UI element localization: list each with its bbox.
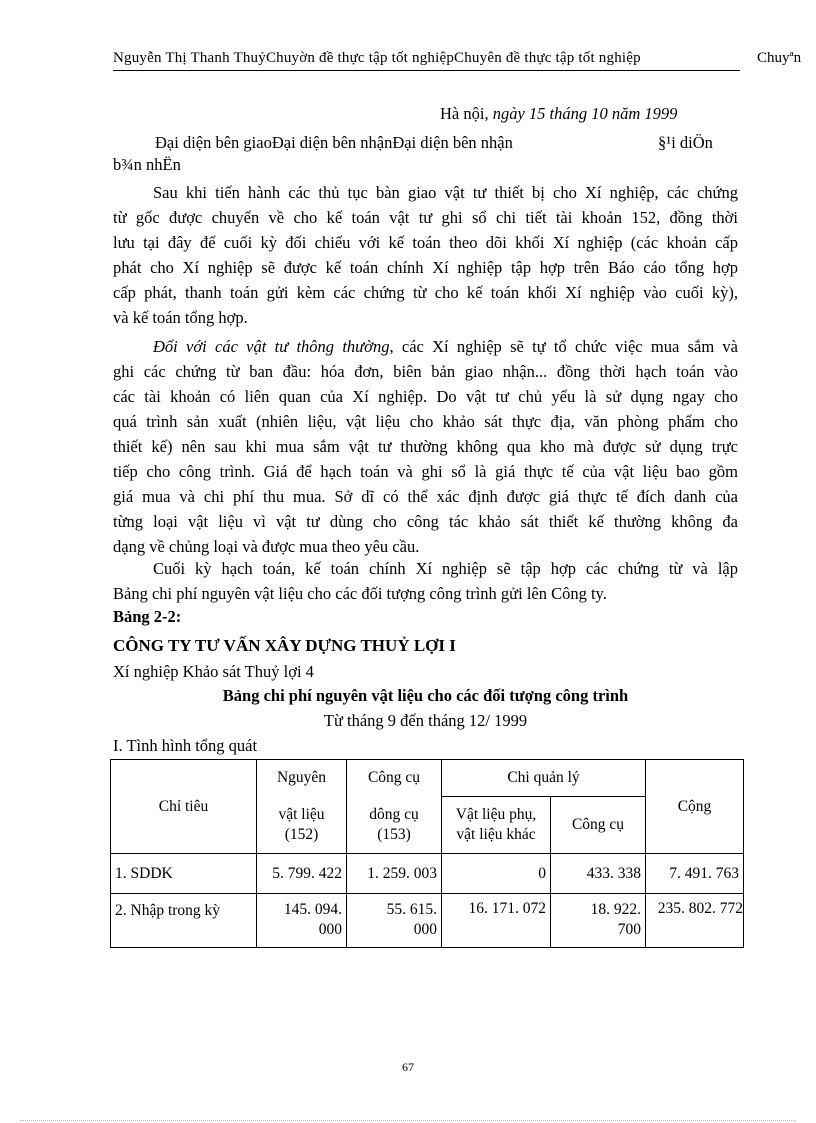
footer-rule xyxy=(20,1120,796,1121)
paragraph-line: ghi các chứng từ ban đầu: hóa đơn, biên bản giao nhận... đồng thời hạch toán vào xyxy=(113,362,738,381)
paragraph-line-first xyxy=(113,334,738,359)
paragraph-line: cấp phát, thanh toán gửi kèm các chứng từ cho kế toán khối Xí nghiệp vào cuối kỳ), xyxy=(113,283,738,302)
table-title: Bảng chi phí nguyên vật liệu cho các đối tượng công trình xyxy=(222,686,629,705)
cell-cc: 433. 338 xyxy=(551,854,646,894)
paragraph-line: Sau khi tiến hành các thủ tục bàn giao vật tư thiết bị cho Xí nghiệp, các chứng xyxy=(153,183,738,202)
header-rule xyxy=(113,70,740,71)
cost-table xyxy=(110,759,744,948)
cell-ccdc: 55. 615. 000 xyxy=(347,894,442,948)
cell-nvl: 145. 094. 000 xyxy=(257,894,347,948)
cell-vlp: 0 xyxy=(442,854,551,894)
header-chi-quan-ly: Chi quản lý xyxy=(442,760,646,797)
paragraph-2 xyxy=(113,334,738,559)
header-chitieu: Chỉ tiêu xyxy=(111,760,257,854)
header-cong-cu: Công cụ xyxy=(551,797,646,854)
company-name: CÔNG TY TƯ VẤN XÂY DỰNG THUỶ LỢI I xyxy=(113,636,456,655)
paragraph-line: các tài khoản có liên quan của Xí nghiệp. Do vật tư chủ yếu là sử dụng ngay cho xyxy=(113,387,738,406)
table-label: Bảng 2-2: xyxy=(113,607,182,626)
header-ccdc: dông cụ (153) xyxy=(347,797,442,854)
paragraph-line: từ gốc được chuyển về cho kế toán vật tư ghi sổ chi tiết tài khoản 152, đồng thời xyxy=(113,208,738,227)
date-line xyxy=(440,104,677,124)
line-rest: , các Xí nghiệp sẽ tự tổ chức việc mua sắm và xyxy=(389,337,738,356)
paragraph-line: thiết kế) nên sau khi mua sắm vật tư thường không qua kho mà được sử dụng trực xyxy=(113,437,738,456)
running-header-right: Chuyªn xyxy=(757,50,802,66)
cell-nvl: 5. 799. 422 xyxy=(257,854,347,894)
table-subtitle: Từ tháng 9 đến tháng 12/ 1999 xyxy=(323,711,528,730)
signature-labels: Đại diện bên giaoĐại diện bên nhậnĐại diện bên nhận xyxy=(155,133,513,152)
cell-ccdc: 1. 259. 003 xyxy=(347,854,442,894)
signature-right: §¹i diÖn xyxy=(658,133,713,152)
running-header-title: Nguyễn Thị Thanh ThuỷChuyờn đề thực tập tốt nghiệpChuyên đề thực tập tốt nghiệp xyxy=(113,50,641,66)
row-label: 1. SDDK xyxy=(111,854,257,894)
date-place: Hà nội, xyxy=(440,104,493,123)
paragraph-1 xyxy=(113,180,738,330)
page-number: 67 xyxy=(402,1060,414,1074)
date-text: ngày 15 tháng 10 năm 1999 xyxy=(492,104,678,123)
paragraph-line: Cuối kỳ hạch toán, kế toán chính Xí nghiệp sẽ tập hợp các chứng từ và lập xyxy=(153,559,738,578)
paragraph-line: tiếp cho công trình. Giá để hạch toán và ghi sổ là giá thực tế của vật liệu bao gồm xyxy=(113,462,738,481)
paragraph-line: Bảng chi phí nguyên vật liệu cho các đối tượng công trình gửi lên Công ty. xyxy=(113,584,607,603)
table-row xyxy=(111,894,744,948)
header-nvl-top: Nguyên xyxy=(257,760,347,797)
italic-lead: Đối với các vật tư thông thường xyxy=(153,337,390,356)
paragraph-line: lưu tại đây để cuối kỳ đối chiếu với kế toán theo dõi khối Xí nghiệp (các khoản cấp xyxy=(113,233,738,252)
paragraph-line: quá trình sản xuất (nhiên liệu, vật liệu cho khảo sát thực địa, văn phòng phẩm cho xyxy=(113,412,738,431)
row-label: 2. Nhập trong kỳ xyxy=(111,894,257,948)
cell-cc: 18. 922. 700 xyxy=(551,894,646,948)
paragraph-line: dạng về chủng loại và được mua theo yêu cầu. xyxy=(113,537,420,556)
paragraph-line: phát cho Xí nghiệp sẽ được kế toán chính Xí nghiệp tập hợp trên Báo cáo tổng hợp xyxy=(113,258,738,277)
cell-vlp: 16. 171. 072 xyxy=(442,894,551,948)
table-row xyxy=(111,854,744,894)
header-ccdc-top: Công cụ xyxy=(347,760,442,797)
header-vat-lieu-phu: Vật liệu phụ, vật liệu khác xyxy=(442,797,551,854)
paragraph-3 xyxy=(113,556,738,606)
paragraph-line: và kế toán tổng hợp. xyxy=(113,308,248,327)
cell-cong: 235. 802. 772 xyxy=(646,894,744,948)
signature-wrap: b¾n nhËn xyxy=(113,155,181,174)
branch-name: Xí nghiệp Khảo sát Thuỷ lợi 4 xyxy=(113,662,314,681)
section-heading: I. Tình hình tổng quát xyxy=(113,736,258,755)
header-cong: Cộng xyxy=(646,760,744,854)
cell-cong: 7. 491. 763 xyxy=(646,854,744,894)
paragraph-line: từng loại vật liệu vì vật tư dùng cho công tác khảo sát thiết kế thường không đa xyxy=(113,512,738,531)
header-nvl: vật liệu (152) xyxy=(257,797,347,854)
paragraph-line: giá mua và chi phí thu mua. Sở dĩ có thể xác định được giá thực tế đích danh của xyxy=(113,487,738,506)
